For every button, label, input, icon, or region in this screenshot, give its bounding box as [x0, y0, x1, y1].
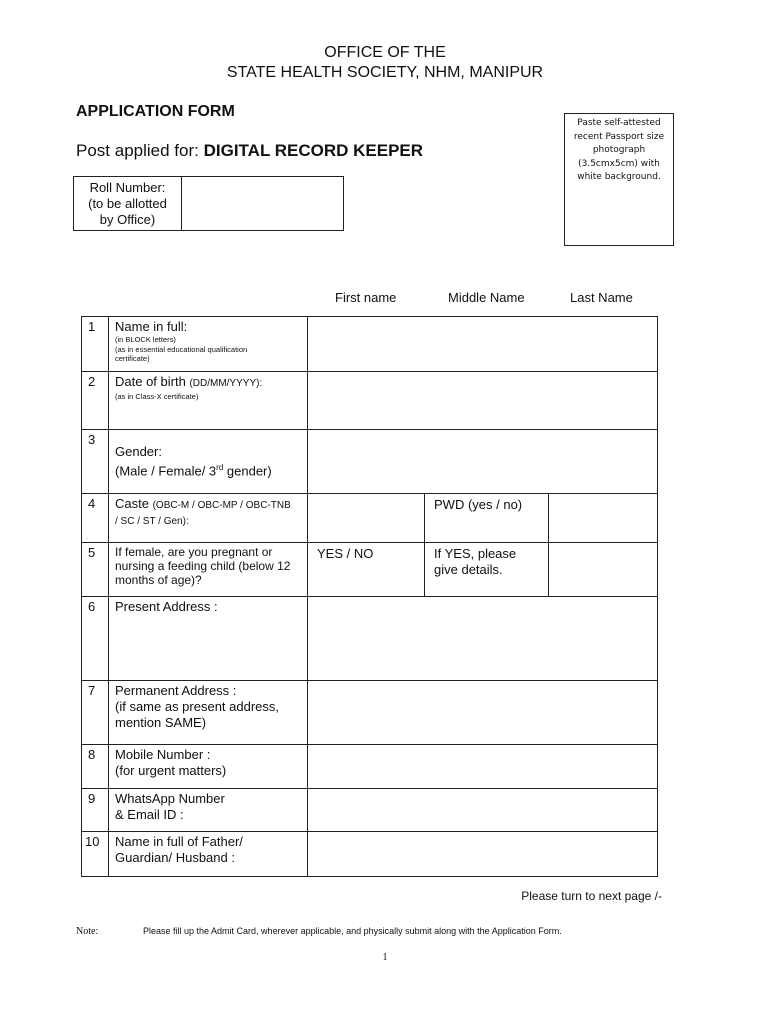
table-row	[82, 789, 658, 832]
row-label-guardian: Name in full of Father/ Guardian/ Husband :	[109, 832, 308, 877]
gender-field[interactable]	[308, 430, 658, 494]
header-line1: OFFICE OF THE	[324, 44, 446, 61]
pwd-field[interactable]	[549, 494, 658, 543]
table-row	[82, 597, 658, 681]
row-label-whatsapp-email: WhatsApp Number & Email ID :	[109, 789, 308, 832]
roll-line2: (to be allotted	[88, 196, 167, 211]
permanent-address-field[interactable]	[308, 681, 658, 745]
col-last-name: Last Name	[570, 290, 633, 305]
form-title: APPLICATION FORM	[76, 103, 235, 120]
page-number: 1	[382, 952, 388, 963]
label-text: Caste	[115, 496, 149, 511]
row-label-permanent-address: Permanent Address : (if same as present address, mention SAME)	[109, 681, 308, 745]
row-number: 3	[82, 430, 109, 494]
label-sub: (as in essential educational qualification	[115, 344, 248, 354]
whatsapp-email-field[interactable]	[308, 789, 658, 832]
photo-box[interactable]	[564, 113, 674, 246]
roll-number-field[interactable]	[183, 177, 343, 230]
caste-field[interactable]	[308, 494, 425, 543]
row-label-dob	[109, 372, 308, 430]
photo-note-line: Paste self-attested	[577, 118, 661, 128]
table-row	[82, 745, 658, 789]
dob-field[interactable]	[308, 372, 658, 430]
note-text: Please fill up the Admit Card, wherever applicable, and physically submit along with the Application Form.	[143, 926, 562, 936]
guardian-field[interactable]	[308, 832, 658, 877]
col-first-name: First name	[335, 290, 397, 305]
label-text: Name in full:	[115, 319, 188, 334]
post-value: DIGITAL RECORD KEEPER	[203, 141, 424, 160]
row-number: 2	[82, 372, 109, 430]
row-number: 9	[82, 789, 109, 832]
row-number: 8	[82, 745, 109, 789]
row-number: 6	[82, 597, 109, 681]
table-row	[82, 372, 658, 430]
row-number: 7	[82, 681, 109, 745]
table-row	[82, 681, 658, 745]
if-yes-label: If YES, please give details.	[425, 543, 549, 597]
office-header	[0, 43, 770, 83]
row-label-gender	[109, 430, 308, 494]
row-number: 5	[82, 543, 109, 597]
roll-number-label	[74, 177, 182, 230]
row-number: 1	[82, 317, 109, 372]
header-line2: STATE HEALTH SOCIETY, NHM, MANIPUR	[226, 64, 544, 81]
label-sub: (in BLOCK letters)	[115, 335, 176, 344]
table-row	[82, 543, 658, 597]
mobile-field[interactable]	[308, 745, 658, 789]
row-label-pregnant: If female, are you pregnant or nursing a feeding child (below 12 months of age)?	[109, 543, 308, 597]
photo-note-line: (3.5cmx5cm) with	[578, 158, 660, 169]
caste-options: (OBC-M / OBC-MP / OBC-TNB	[152, 500, 291, 511]
pwd-label: PWD (yes / no)	[425, 494, 549, 543]
caste-options: / SC / ST / Gen):	[115, 516, 189, 527]
photo-note-line: photograph	[592, 145, 646, 155]
yes-no-field[interactable]: YES / NO	[308, 543, 425, 597]
table-row	[82, 317, 658, 372]
present-address-field[interactable]	[308, 597, 658, 681]
row-label-name	[109, 317, 308, 372]
table-row	[82, 494, 658, 543]
label-sub: certificate)	[115, 354, 150, 363]
photo-note-line: white background.	[577, 172, 661, 182]
note-key: Note:	[76, 926, 99, 937]
label-format: (DD/MM/YYYY):	[189, 378, 263, 389]
name-field[interactable]	[308, 317, 658, 372]
row-label-mobile: Mobile Number : (for urgent matters)	[109, 745, 308, 789]
col-middle-name: Middle Name	[448, 290, 525, 305]
table-row	[82, 430, 658, 494]
roll-number-box	[73, 176, 344, 231]
photo-note-line: recent Passport size	[573, 131, 665, 142]
label-text: Gender:	[115, 444, 162, 459]
details-field[interactable]	[549, 543, 658, 597]
row-number: 4	[82, 494, 109, 543]
roll-line3: by Office)	[99, 212, 156, 227]
gender-options: (Male / Female/ 3rd gender)	[115, 463, 272, 479]
application-table	[81, 316, 658, 877]
row-number: 10	[82, 832, 109, 877]
post-prefix: Post applied for:	[76, 141, 199, 160]
label-sub: (as in Class-X certificate)	[115, 392, 199, 401]
post-applied	[76, 141, 423, 161]
next-page-note: Please turn to next page /-	[521, 889, 662, 903]
row-label-present-address: Present Address :	[109, 597, 308, 681]
table-row	[82, 832, 658, 877]
roll-line1: Roll Number:	[89, 180, 166, 195]
label-text: Date of birth	[115, 374, 186, 389]
row-label-caste	[109, 494, 308, 543]
